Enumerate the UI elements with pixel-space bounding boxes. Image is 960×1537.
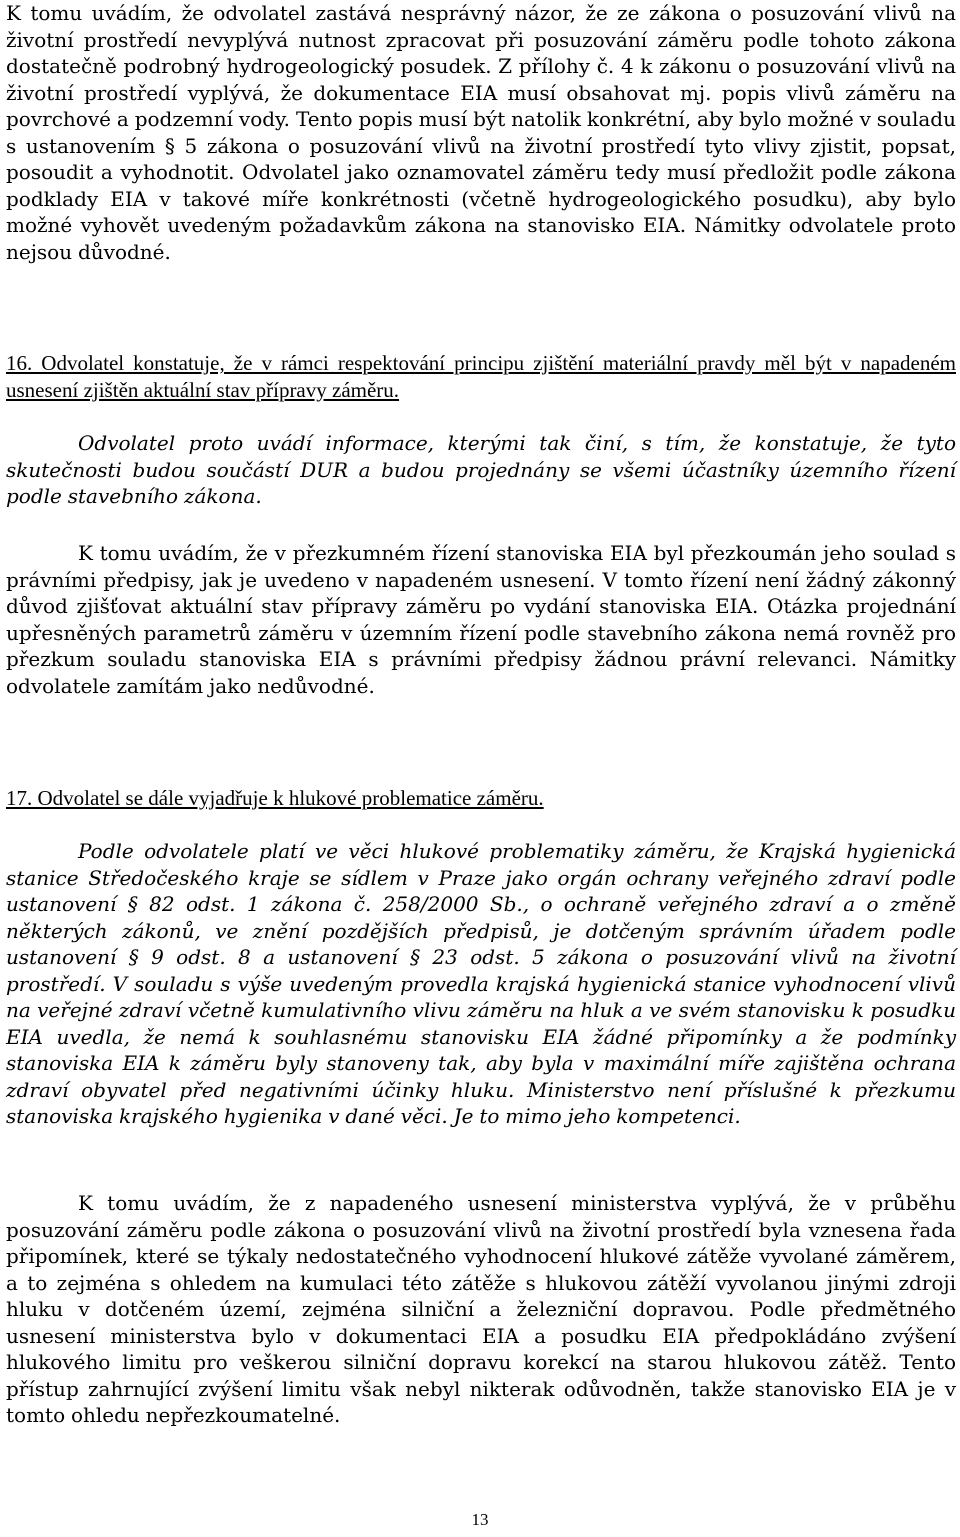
paragraph-eia-hydrogeology: K tomu uvádím, že odvolatel zastává nesprávný názor, že ze zákona o posuzování vlivů na životní prostředí nevyplývá nutnost zpracovat při posuzování záměru podle tohoto zákona dostatečně podrobný hydrogeologický posudek. Z přílohy č. 4 k zákonu o posuzování vlivů na životní prostředí vyplývá, že dokumentace EIA musí obsahovat mj. popis vlivů záměru na povrchové a podzemní vody. Tento popis musí být natolik konkrétní, aby bylo možné v souladu s ustanovením § 5 zákona o posuzování vlivů na životní prostředí tyto vlivy zjistit, popsat, posoudit a vyhodnotit. Odvolatel jako oznamovatel záměru tedy musí předložit podle zákona podklady EIA v takové míře konkrétnosti (včetně hydrogeologického posudku), aby bylo možné vyhovět uvedeným požadavkům zákona na stanovisko EIA. Námitky odvolatele proto nejsou důvodné. <box>6 1 956 264</box>
paragraph-odvolatel-informace: Odvolatel proto uvádí informace, kterými tak činí, s tím, že konstatuje, že tyto skutečnosti budou součástí DUR a budou projednány se všemi účastníky územního řízení podle stavebního zákona. <box>6 431 956 508</box>
heading-point-16 <box>6 350 956 403</box>
paragraph-hlukova-zatez: K tomu uvádím, že z napadeného usnesení ministerstva vyplývá, že v průběhu posuzování záměru podle zákona o posuzování vlivů na životní prostředí byla vznesena řada připomínek, které se týkaly nedostatečného vyhodnocení hlukové zátěže vyvolané záměrem, a to zejména s ohledem na kumulaci této zátěže s hlukovou zátěží vyvolanou jinými zdroji hluku v dotčeném území, zejména silniční a železniční dopravou. Podle předmětného usnesení ministerstva bylo v dokumentaci EIA a posudku EIA předpokládáno zvýšení hlukového limitu pro veškerou silniční dopravu korekcí na starou hlukovou zátěž. Tento přístup zahrnující zvýšení limitu však nebyl nikterak odůvodněn, takže stanovisko EIA je v tomto ohledu nepřezkoumatelné. <box>6 1191 956 1427</box>
heading-point-16-text: 16. Odvolatel konstatuje, že v rámci respektování principu zjištění materiální pravdy měl být v napadeném usnesení zjištěn aktuální stav přípravy záměru. <box>6 351 956 402</box>
page-number: 13 <box>471 1510 489 1529</box>
paragraph-hlukova-problematika: Podle odvolatele platí ve věci hlukové problematiky záměru, že Krajská hygienická stanice Středočeského kraje se sídlem v Praze jako orgán ochrany veřejného zdraví podle ustanovení § 82 odst. 1 zákona č. 258/2000 Sb., o ochraně veřejného zdraví a o změně některých zákonů, ve znění pozdějších předpisů, je dotčeným správním úřadem podle ustanovení § 9 odst. 8 a ustanovení § 23 odst. 5 zákona o posuzování vlivů na životní prostředí. V souladu s výše uvedeným provedla krajská hygienická stanice vyhodnocení vlivů na veřejné zdraví včetně kumulativního vlivu záměru na hluk a ve svém stanovisku k posudku EIA uvedla, že nemá k souhlasnému stanovisku EIA žádné připomínky a že podmínky stanoviska EIA k záměru byly stanoveny tak, aby byla v maximální míře zajištěna ochrana zdraví obyvatel před negativními účinky hluku. Ministerstvo není příslušné k přezkumu stanoviska krajského hygienika v dané věci. Je to mimo jeho kompetenci. <box>6 839 956 1128</box>
heading-point-17 <box>6 785 956 812</box>
heading-point-17-text: 17. Odvolatel se dále vyjadřuje k hlukové problematice záměru. <box>6 786 544 810</box>
paragraph-prezkumne-rizeni: K tomu uvádím, že v přezkumném řízení stanoviska EIA byl přezkoumán jeho soulad s právními předpisy, jak je uvedeno v napadeném usnesení. V tomto řízení není žádný zákonný důvod zjišťovat aktuální stav přípravy záměru po vydání stanoviska EIA. Otázka projednání upřesněných parametrů záměru v územním řízení podle stavebního zákona nemá rovněž pro přezkum souladu stanoviska EIA s právními předpisy žádnou právní relevanci. Námitky odvolatele zamítám jako nedůvodné. <box>6 541 956 698</box>
